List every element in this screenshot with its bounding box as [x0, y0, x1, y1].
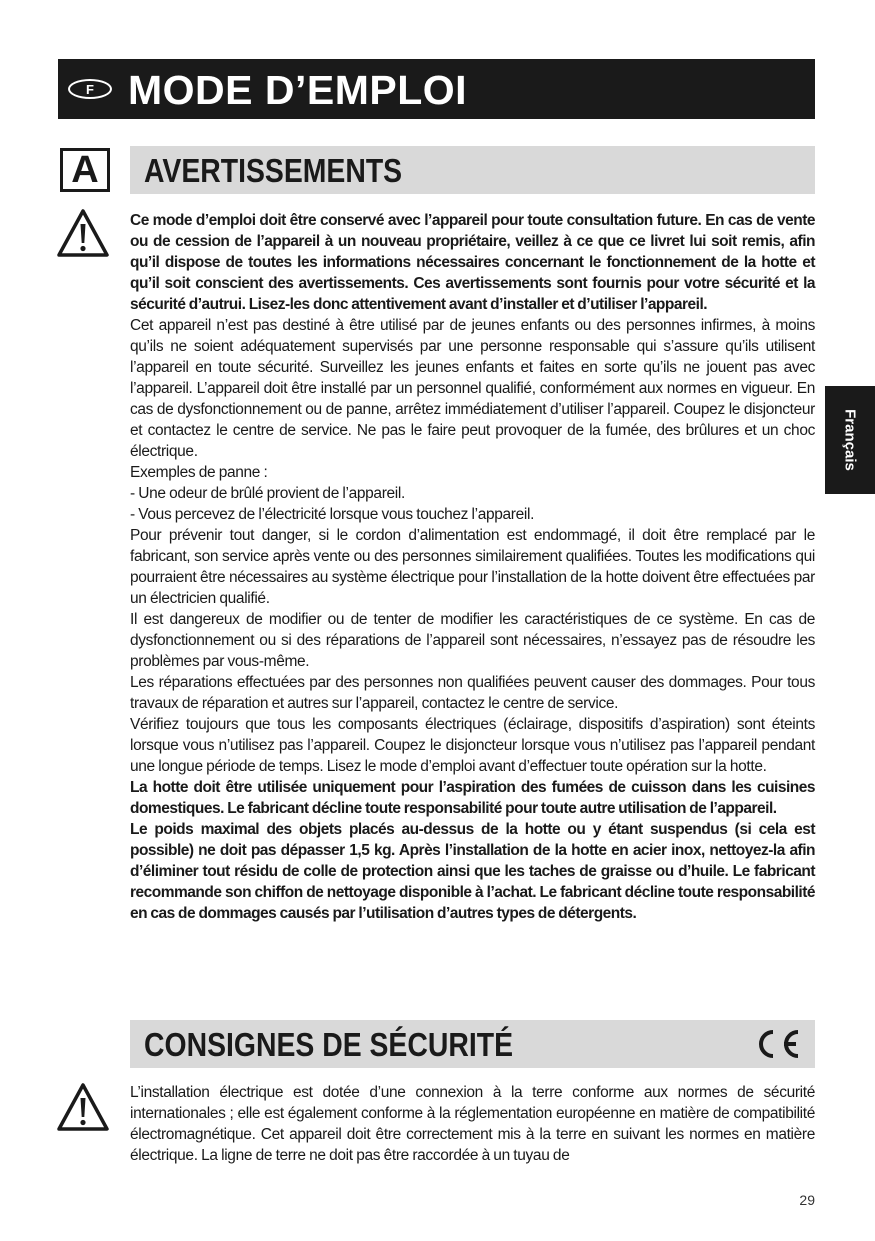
paragraph: Ce mode d’emploi doit être conservé avec l’appareil pour toute consultation future. En cas de vente ou de cession de l’appareil à un nouveau propriétaire, veillez à ce que ce livret lui soit remis, afin qu’il dispose de toutes les informations nécessaires concernant le fonctionnement de la hotte et qu’il soit conscient des avertissements. Ces avertissements sont fournis pour votre sécurité et la sécurité d’autrui. Lisez-les donc attentivement avant d’installer et d’utiliser l’appareil. — [130, 212, 815, 313]
section-heading-text: AVERTISSEMENTS — [144, 152, 403, 189]
warning-triangle-icon — [56, 1082, 110, 1132]
ce-mark-icon — [749, 1027, 803, 1061]
language-side-tab — [825, 386, 875, 494]
list-item: - Une odeur de brûlé provient de l’appareil. — [130, 485, 405, 502]
page-number: 29 — [799, 1192, 815, 1208]
warning-triangle-icon — [56, 208, 110, 258]
language-side-tab-label: Français — [841, 409, 859, 471]
language-badge: F — [68, 79, 112, 99]
paragraph: Pour prévenir tout danger, si le cordon d’alimentation est endommagé, il doit être remplacé par le fabricant, son service après vente ou des personnes similairement qualifiées. Toutes les modifications qui pourraient être nécessaires au système électrique pour l’installation de la hotte doivent être effectuées par un électricien qualifié. — [130, 527, 815, 607]
paragraph: Vérifiez toujours que tous les composants électriques (éclairage, dispositifs d’aspiration) sont éteints lorsque vous n’utilisez pas l’appareil. Coupez le disjoncteur lorsque vous n’utilisez pas l’appareil pendant une longue période de temps. Lisez le mode d’emploi avant d’effectuer toute opération sur la hotte. — [130, 716, 815, 775]
page-title: MODE D’EMPLOI — [128, 67, 468, 113]
section-heading-avertissements — [130, 146, 815, 194]
safety-body — [130, 1082, 815, 1166]
section-heading-consignes — [130, 1020, 815, 1068]
paragraph: Exemples de panne : — [130, 464, 268, 481]
list-item: - Vous percevez de l’électricité lorsque vous touchez l’appareil. — [130, 506, 535, 523]
paragraph: L’installation électrique est dotée d’une connexion à la terre conforme aux normes de sécurité internationales ; elle est également conforme à la réglementation européenne en matière de compatibilité électromagnétique. Cet appareil doit être correctement mis à la terre en suivant les normes en matière électrique. La ligne de terre ne doit pas être raccordée à un tuyau de — [130, 1084, 815, 1164]
title-bar — [58, 59, 815, 119]
warnings-body — [130, 210, 815, 924]
section-heading-text: CONSIGNES DE SÉCURITÉ — [144, 1026, 514, 1063]
paragraph: Cet appareil n’est pas destiné à être utilisé par de jeunes enfants ou des personnes infirmes, à moins qu’ils ne soient adéquatement supervisés par une personne responsable qui s’assure qu’ils utilisent l’appareil en toute sécurité. Surveillez les jeunes enfants et faites en sorte qu’ils ne jouent pas avec l’appareil. L’appareil doit être installé par un personnel qualifié, conformément aux normes en vigueur. En cas de dysfonctionnement ou de panne, arrêtez immédiatement d’utiliser l’appareil. Coupez le disjoncteur et contactez le centre de service. Ne pas le faire peut provoquer de la fumée, des brûlures et un choc électrique. — [130, 317, 815, 460]
paragraph: Le poids maximal des objets placés au-dessus de la hotte ou y étant suspendus (si cela est possible) ne doit pas dépasser 1,5 kg. Après l’installation de la hotte en acier inox, nettoyez-la afin d’éliminer tout résidu de colle de protection ainsi que les taches de graisse ou d’huile. Le fabricant recommande son chiffon de nettoyage disponible à l’achat. Le fabricant décline toute responsabilité en cas de dommages causés par l’utilisation d’autres types de détergents. — [130, 821, 815, 922]
paragraph: Il est dangereux de modifier ou de tenter de modifier les caractéristiques de ce système. En cas de dysfonctionnement ou si des réparations de l’appareil sont nécessaires, n’essayez pas de résoudre les problèmes par vous-même. — [130, 611, 815, 670]
paragraph: Les réparations effectuées par des personnes non qualifiées peuvent causer des dommages. Pour tous travaux de réparation et autres sur l’appareil, contactez le centre de service. — [130, 674, 815, 712]
section-letter-badge: A — [60, 148, 110, 192]
paragraph: La hotte doit être utilisée uniquement pour l’aspiration des fumées de cuisson dans les cuisines domestiques. Le fabricant décline toute responsabilité pour toute autre utilisation de l’appareil. — [130, 779, 815, 817]
